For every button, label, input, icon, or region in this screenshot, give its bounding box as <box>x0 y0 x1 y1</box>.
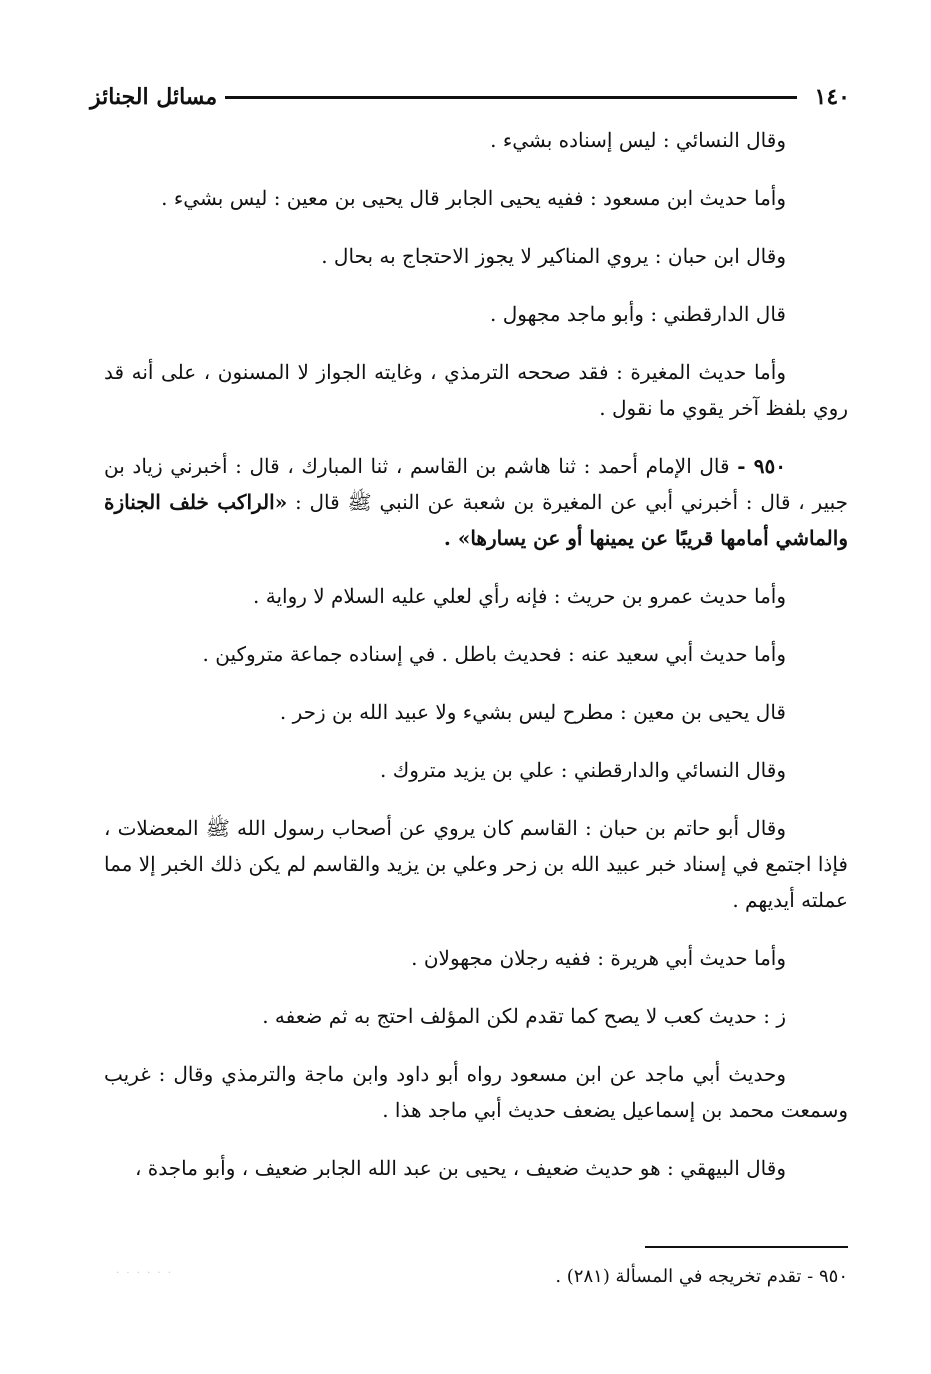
hadith-quote: «الراكب خلف الجنازة والماشي أمامها قريبًا عن يمينها أو عن يسارها» . <box>104 490 848 550</box>
page-header <box>90 80 850 114</box>
page-number: ١٤٠ <box>814 84 850 110</box>
footnote-rule <box>645 1246 848 1248</box>
running-title: مسائل الجنائز <box>90 84 218 110</box>
hadith-number: ٩٥٠ - <box>737 454 787 478</box>
paragraph: وأما حديث أبي سعيد عنه : فحديث باطل . في إسناده جماعة متروكين . <box>202 642 786 666</box>
paragraph: قال يحيى بن معين : مطرح ليس بشيء ولا عبيد الله بن زحر . <box>279 700 786 724</box>
paragraph: وقال البيهقي : هو حديث ضعيف ، يحيى بن عبد الله الجابر ضعيف ، وأبو ماجدة ، <box>134 1156 786 1180</box>
paragraph: وحديث أبي ماجد عن ابن مسعود رواه أبو داود وابن ماجة والترمذي وقال : غريب وسمعت محمد بن إسماعيل يضعف حديث أبي ماجد هذا . <box>104 1062 848 1122</box>
paragraph: وقال أبو حاتم بن حبان : القاسم كان يروي عن أصحاب رسول الله ﷺ المعضلات ، فإذا اجتمع في إسناد خبر عبيد الله بن زحر وعلي بن يزيد والقاسم لم يكن ذلك الخبر إلا مما عملته أيديهم . <box>104 816 848 912</box>
paragraph: قال الدارقطني : وأبو ماجد مجهول . <box>490 302 786 326</box>
paragraph: وأما حديث ابن مسعود : ففيه يحيى الجابر قال يحيى بن معين : ليس بشيء . <box>161 186 786 210</box>
paragraph: وقال ابن حبان : يروي المناكير لا يجوز الاحتجاج به بحال . <box>321 244 786 268</box>
paragraph: وقال النسائي والدارقطني : علي بن يزيد متروك . <box>380 758 786 782</box>
main-text <box>104 122 848 1208</box>
hadith-paragraph <box>104 448 848 556</box>
paragraph: وأما حديث عمرو بن حريث : فإنه رأي لعلي عليه السلام لا رواية . <box>253 584 786 608</box>
paragraph: ز : حديث كعب لا يصح كما تقدم لكن المؤلف احتج به ثم ضعفه . <box>262 1004 786 1028</box>
header-rule <box>225 96 796 99</box>
paragraph: وقال النسائي : ليس إسناده بشيء . <box>490 128 786 152</box>
hadith-text: قال الإمام أحمد : ثنا هاشم بن القاسم ، ثنا المبارك ، قال : أخبرني زياد بن جبير ، قال : أخبرني أبي عن المغيرة بن شعبة عن النبي ﷺ قال : <box>104 454 849 514</box>
scan-artifact: · · · · · · <box>116 1268 173 1279</box>
paragraph: وأما حديث المغيرة : فقد صححه الترمذي ، وغايته الجواز لا المسنون ، على أنه قد روي بلفظ آخر يقوي ما نقول . <box>104 360 848 420</box>
paragraph: وأما حديث أبي هريرة : ففيه رجلان مجهولان . <box>411 946 786 970</box>
footnote: ٩٥٠ - تقدم تخريجه في المسألة (٢٨١) . <box>555 1266 848 1287</box>
